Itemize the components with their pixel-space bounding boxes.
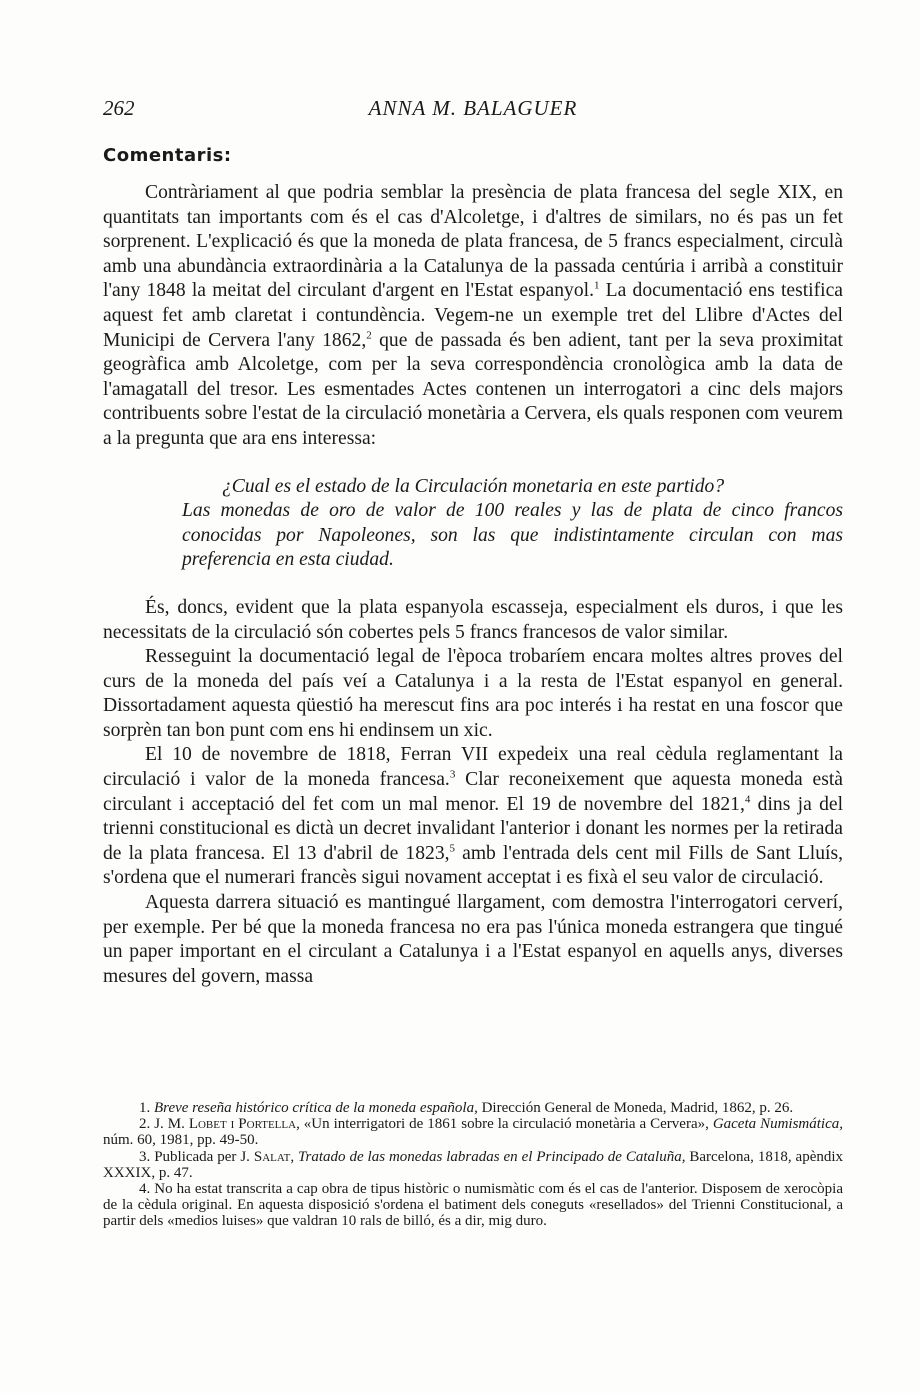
paragraph-3: Resseguint la documentació legal de l'època trobaríem encara moltes altres proves del curs de la moneda del país veí a Catalunya i a la resta de l'Estat espanyol en general. Dissortadament aquesta qüestió ha merescut fins ara poc interés i ha restat en una foscor que sorprèn tan bon punt com ens hi endinsem un xic. (103, 646, 843, 741)
footnote-ref-5: 5 (449, 842, 456, 855)
quote-answer: Las monedas de oro de valor de 100 reales y las de plata de cinco francos conocidas por Napoleones, son las que indistintamente circulan con mas preferencia en esta ciudad. (182, 500, 843, 571)
paragraph-4: El 10 de novembre de 1818, Ferran VII expedeix una real cèdula reglamentant la circulació i valor de la moneda francesa.$^3$ Clar reconeixement que aquesta moneda està circulant i acceptació del fet com un mal menor. El 19 de novembre del 1821,$^4$ dins ja del trienni constitucional es dictà un decret invalidant l'anterior i donant les normes per la retirada de la plata francesa. El 13 d'abril de 1823,$^5$ amb l'entrada dels cent mil Fills de Sant Lluís, s'ordena que el numerari francès sigui novament acceptat i es fixà el seu valor de circulació. (103, 744, 844, 889)
paragraph-1: Contràriament al que podria semblar la presència de plata francesa del segle XIX, en quantitats tan importants com és el cas d'Alcoletge, i d'altres de similars, no és pas un fet sorprenent. L'explicació és que la moneda de plata francesa, de 5 francs especialment, circulà amb una abundància extraordinària a la Catalunya de la passada centúria i arribà a constituir l'any 1848 la meitat del circulant d'argent en l'Estat espanyol.$^1$ La documentació ens testifica aquest fet amb claretat i contundència. Vegem-ne un exemple tret del Llibre d'Actes del Municipi de Cervera l'any 1862,$^2$ que de passada és ben adient, tant per la seva proximitat geogràfica amb Alcoletge, com per la seva correspondència cronològica amb la data de l'amagatall del tresor. Les esmentades Actes contenen un interrogatori a cinc dels majors contribuents sobre l'estat de la circulació monetària a Cervera, els quals responen com veurem a la pregunta que ara ens interessa: (103, 182, 843, 449)
footnote-ref-2: 2 (366, 329, 372, 342)
page-number: 262 (103, 96, 135, 120)
section-heading: Comentaris: (103, 145, 232, 166)
footnote-1: 1. Breve reseña histórico crítica de la moneda española, Dirección General de Moneda, Madrid, 1862, p. 26. (139, 1100, 794, 1116)
footnote-ref-3: 3 (449, 768, 456, 781)
paragraph-5: Aquesta darrera situació es mantingué llargament, com demostra l'interrogatori cerverí, per exemple. Per bé que la moneda francesa no era pas l'única moneda estrangera que tingué un paper important en el circulant a Catalunya i a l'Estat espanyol en aquells anys, diverses mesures del govern, massa (103, 892, 843, 987)
body-text (103, 181, 843, 989)
footnote-3: 3. Publicada per J. Salat, Tratado de las monedas labradas en el Principado de Cataluña, Barcelona, 1818, apèndix XXXIX, p. 47. (103, 1148, 844, 1181)
quote-question: ¿Cual es el estado de la Circulación monetaria en este partido? (222, 475, 725, 497)
paragraph-2: És, doncs, evident que la plata espanyola escasseja, especialment els duros, i que les necessitats de la circulació són cobertes pels 5 francs francesos de valor similar. (103, 596, 843, 643)
footnotes (103, 1100, 843, 1230)
footnote-2: 2. J. M. Lobet i Portella, «Un interrigatori de 1861 sobre la circulació monetària a Cervera», Gaceta Numismática, núm. 60, 1981, pp. 49-50. (103, 1116, 844, 1149)
footnote-4: 4. No ha estat transcrita a cap obra de tipus històric o numismàtic com és el cas de l'anterior. Disposem de xerocòpia de la cèdula original. En aquesta disposició s'ordena el batiment dels coneguts «resellados» del Trienni Constitucional, a partir dels «medios luises» que valdran 10 rals de billó, és a dir, mig duro. (103, 1181, 844, 1230)
running-title: ANNA M. BALAGUER (368, 96, 578, 120)
footnote-ref-1: 1 (593, 279, 600, 292)
page-header (103, 96, 843, 124)
block-quote (182, 475, 843, 573)
footnote-ref-4: 4 (744, 793, 751, 806)
